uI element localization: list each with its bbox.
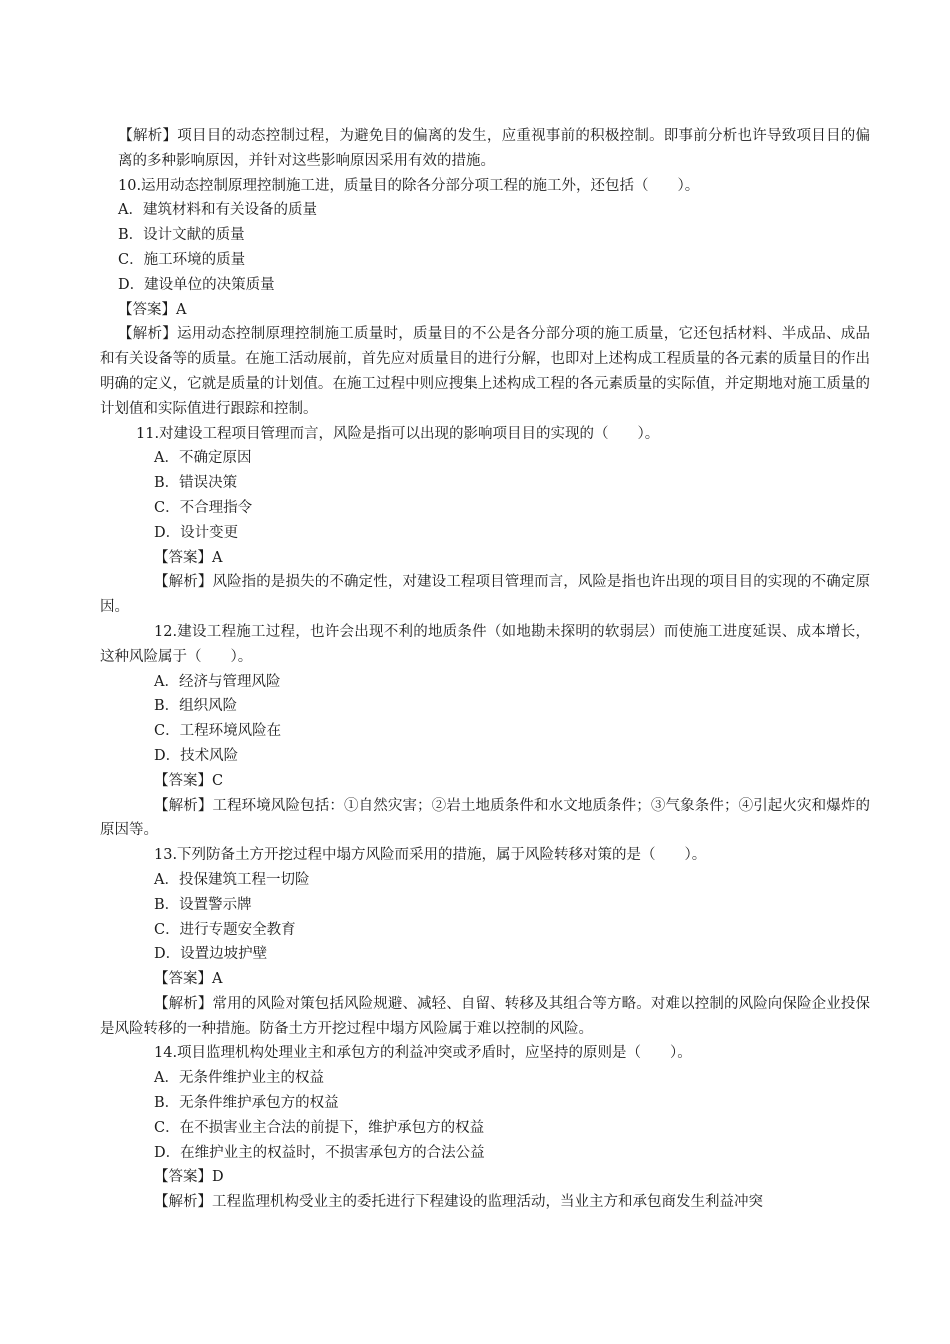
answer-13 — [118, 967, 870, 992]
option-text: A．不确定原因 — [154, 450, 252, 467]
option-text: B．组织风险 — [154, 698, 238, 715]
option-text: D．技术风险 — [154, 747, 239, 764]
explanation-13 — [100, 992, 870, 1042]
option-text: C．在不损害业主合法的前提下，维护承包方的权益 — [154, 1119, 485, 1136]
option-11-d — [118, 521, 870, 546]
option-text: C．工程环境风险在 — [154, 723, 282, 740]
option-13-c — [118, 918, 870, 943]
question-text: 11.对建设工程项目管理而言，风险是指可以出现的影响项目目的实现的（ ）。 — [136, 425, 660, 442]
option-10-a — [118, 198, 870, 223]
explanation-10 — [100, 322, 870, 421]
question-text: 12.建设工程施工过程，也许会出现不利的地质条件（如地勘未探明的软弱层）而使施工进度延误、成本增长，这种风险属于（ ）。 — [100, 623, 870, 665]
question-10 — [118, 174, 870, 199]
answer-text: 【答案】A — [118, 301, 187, 318]
option-14-c — [118, 1116, 870, 1141]
question-text: 14.项目监理机构处理业主和承包方的利益冲突或矛盾时，应坚持的原则是（ ）。 — [154, 1045, 692, 1062]
explanation-q9 — [118, 124, 870, 174]
explanation-14 — [118, 1190, 870, 1215]
option-13-a — [118, 868, 870, 893]
explanation-12 — [100, 794, 870, 844]
answer-14 — [118, 1165, 870, 1190]
option-10-d — [118, 273, 870, 298]
answer-text: 【答案】D — [154, 1169, 224, 1186]
option-text: B．设计文献的质量 — [118, 227, 245, 244]
explanation-text: 【解析】工程环境风险包括：①自然灾害；②岩土地质条件和水文地质条件；③气象条件；④引起火灾和爆炸的原因等。 — [100, 797, 870, 839]
option-text: A．投保建筑工程一切险 — [154, 871, 310, 888]
option-14-a — [118, 1066, 870, 1091]
option-text: D．设计变更 — [154, 524, 239, 541]
option-10-c — [118, 248, 870, 273]
option-text: A．经济与管理风险 — [154, 673, 281, 690]
option-text: C．不合理指令 — [154, 499, 253, 516]
explanation-11 — [100, 570, 870, 620]
option-14-d — [118, 1141, 870, 1166]
question-text: 13.下列防备土方开挖过程中塌方风险而采用的措施，属于风险转移对策的是（ ）。 — [154, 847, 707, 864]
answer-text: 【答案】A — [154, 549, 223, 566]
option-14-b — [118, 1091, 870, 1116]
answer-text: 【答案】C — [154, 772, 224, 789]
option-12-d — [118, 744, 870, 769]
question-text: 10.运用动态控制原理控制施工进，质量目的除各分部分项工程的施工外，还包括（ ）。 — [118, 177, 700, 194]
option-text: D．设置边坡护壁 — [154, 946, 268, 963]
option-11-a — [118, 446, 870, 471]
option-12-a — [118, 670, 870, 695]
answer-11 — [118, 546, 870, 571]
explanation-text: 【解析】常用的风险对策包括风险规避、减轻、自留、转移及其组合等方略。对难以控制的风险向保险企业投保是风险转移的一种措施。防备土方开挖过程中塌方风险属于难以控制的风险。 — [100, 995, 870, 1037]
option-13-d — [118, 942, 870, 967]
answer-12 — [118, 769, 870, 794]
option-10-b — [118, 223, 870, 248]
option-text: C．施工环境的质量 — [118, 251, 246, 268]
option-text: A．建筑材料和有关设备的质量 — [118, 202, 317, 219]
question-13 — [118, 843, 870, 868]
option-text: B．无条件维护承包方的权益 — [154, 1095, 339, 1112]
option-12-c — [118, 719, 870, 744]
option-text: D．在维护业主的权益时，不损害承包方的合法公益 — [154, 1144, 485, 1161]
explanation-text: 【解析】风险指的是损失的不确定性，对建设工程项目管理而言，风险是指也许出现的项目目的实现的不确定原因。 — [100, 574, 870, 616]
page-content — [100, 124, 870, 1215]
explanation-text: 【解析】项目目的动态控制过程，为避免目的偏离的发生，应重视事前的积极控制。即事前分析也许导致项目目的偏离的多种影响原因，并针对这些影响原因采用有效的措施。 — [118, 128, 870, 169]
question-12 — [100, 620, 870, 670]
explanation-text: 【解析】工程监理机构受业主的委托进行下程建设的监理活动，当业主方和承包商发生利益冲突 — [154, 1194, 763, 1211]
answer-text: 【答案】A — [154, 971, 223, 988]
option-11-c — [118, 496, 870, 521]
explanation-text: 【解析】运用动态控制原理控制施工质量时，质量目的不公是各分部分项的施工质量，它还包括材料、半成品、成品和有关设备等的质量。在施工活动展前，首先应对质量目的进行分解，也即对上述构成工程质量的各元素的质量目的作出明确的定义，它就是质量的计划值。在施工过程中则应搜集上述构成工程的各元素质量的实际值，并定期地对施工质量的计划值和实际值进行跟踪和控制。 — [100, 326, 870, 417]
option-11-b — [118, 471, 870, 496]
option-text: B．错误决策 — [154, 475, 238, 492]
question-11 — [118, 422, 870, 447]
option-text: C．进行专题安全教育 — [154, 921, 296, 938]
question-14 — [118, 1041, 870, 1066]
option-text: B．设置警示牌 — [154, 896, 252, 913]
option-13-b — [118, 893, 870, 918]
option-text: D．建设单位的决策质量 — [118, 276, 275, 293]
option-12-b — [118, 694, 870, 719]
answer-10 — [118, 298, 870, 323]
option-text: A．无条件维护业主的权益 — [154, 1070, 324, 1087]
